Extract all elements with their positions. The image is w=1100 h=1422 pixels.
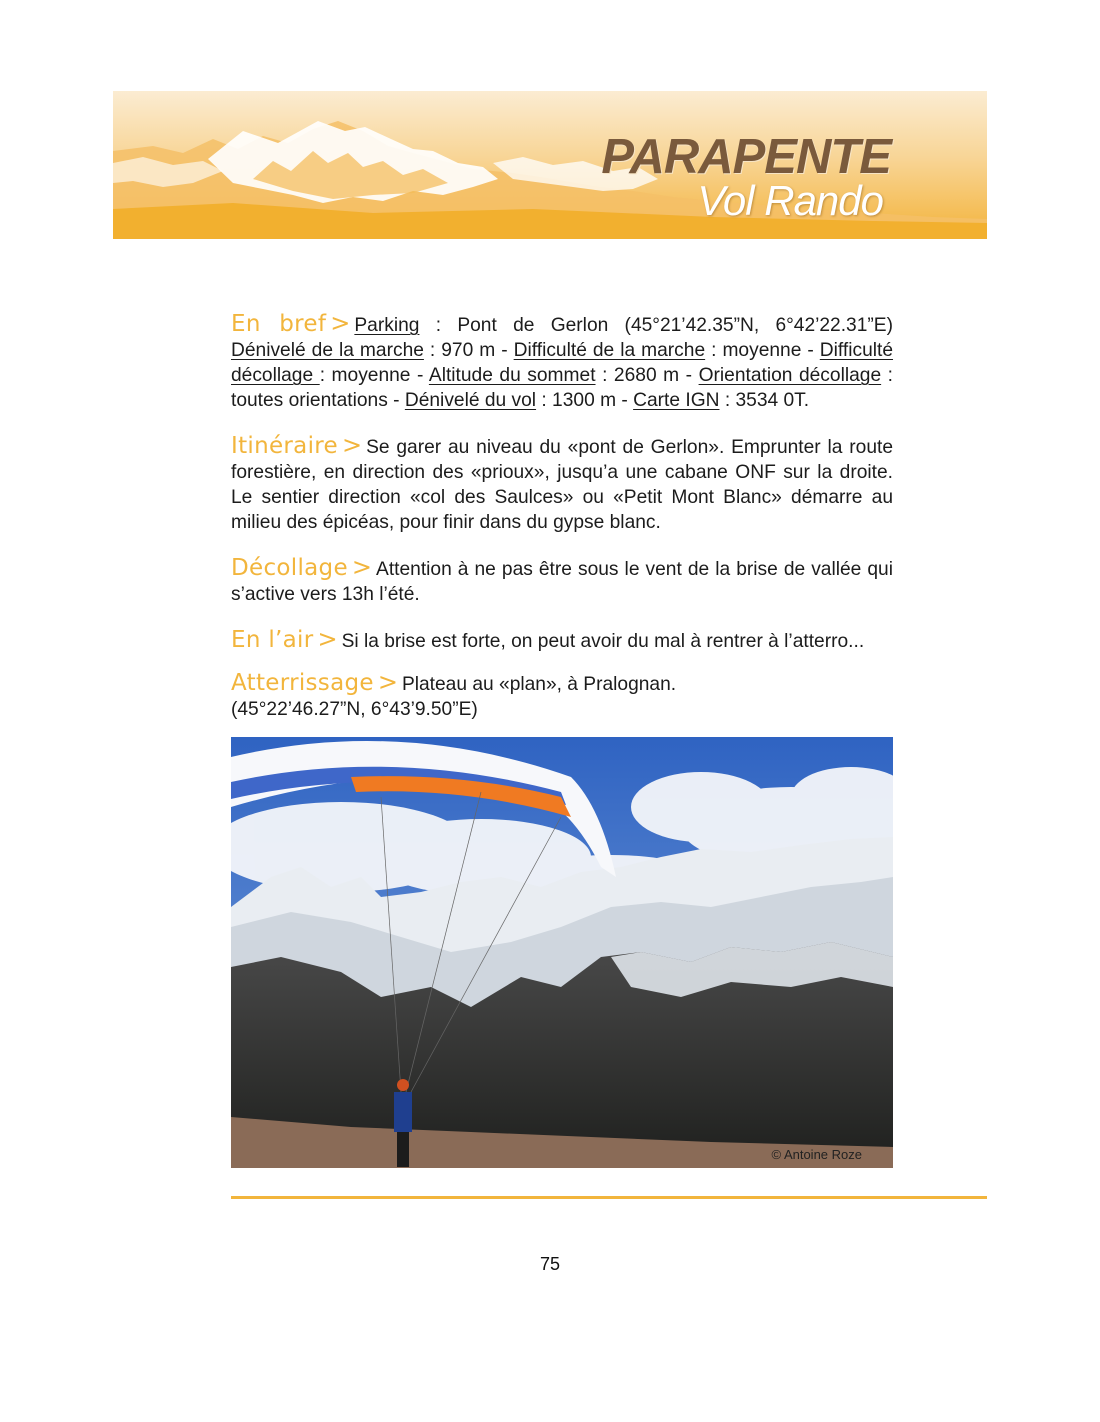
section-text: Se garer au niveau du «pont de Gerlon». Emprunter la route forestière, en direction des «prioux», jusqu’a une cabane ONF sur la droite. Le sentier direction «col des Saulces» ou «Petit Mont Blanc» démarre au milieu des épicéas, pour finir dans du gypse blanc. — [231, 437, 893, 533]
photo-credit: © Antoine Roze — [771, 1147, 862, 1162]
paraglider-photo — [231, 737, 893, 1168]
section-atterrissage — [231, 670, 893, 722]
article-body — [231, 311, 893, 722]
altitude-label: Altitude du sommet — [428, 365, 596, 386]
section-heading: Atterrissage — [231, 670, 374, 696]
section-en-l-air — [231, 627, 893, 654]
denivele-vol-label: Dénivelé du vol — [404, 390, 537, 411]
chevron-right-icon: > — [341, 431, 363, 459]
banner-subtitle: Vol Rando — [697, 177, 883, 224]
parking-value: : Pont de Gerlon (45°21’42.35”N, 6°42’22.31”E) — [419, 315, 893, 336]
chevron-right-icon: > — [330, 309, 351, 337]
difficulte-marche-label: Difficulté de la marche — [513, 340, 706, 361]
page-number: 75 — [539, 1254, 561, 1274]
mountain-photo-illustration — [231, 737, 893, 1168]
section-heading: En l’air — [231, 627, 314, 653]
header-banner — [113, 91, 987, 239]
section-en-bref — [231, 311, 893, 413]
carte-value: : 3534 0T. — [719, 390, 810, 411]
section-text: Attention à ne pas être sous le vent de la brise de vallée qui s’active vers 13h l’été. — [231, 559, 893, 605]
orientation-label: Orientation décollage — [698, 365, 882, 386]
difficulte-decollage-value: : moyenne - — [319, 365, 429, 386]
section-heading: En bref — [231, 311, 327, 337]
carte-label: Carte IGN — [633, 390, 720, 411]
denivele-marche-value: : 970 m - — [423, 340, 514, 361]
chevron-right-icon: > — [377, 668, 398, 696]
chevron-right-icon: > — [351, 553, 373, 581]
section-itineraire — [231, 433, 893, 535]
parking-label: Parking — [354, 315, 420, 336]
section-text: Si la brise est forte, on peut avoir du mal à rentrer à l’atterro... — [341, 631, 865, 652]
denivele-marche-label: Dénivelé de la marche — [231, 340, 424, 361]
landing-coordinates: (45°22’46.27”N, 6°43’9.50”E) — [231, 699, 478, 720]
section-text: Plateau au «plan», à Pralognan. — [401, 674, 677, 695]
difficulte-decollage-label: Difficulté décollage — [231, 340, 894, 386]
section-decollage — [231, 555, 893, 607]
denivele-vol-value: : 1300 m - — [536, 390, 634, 411]
orientation-value: : toutes orientations - — [231, 365, 893, 411]
section-heading: Décollage — [231, 555, 348, 581]
difficulte-marche-value: : moyenne - — [705, 340, 820, 361]
chevron-right-icon: > — [317, 625, 338, 653]
footer-divider — [231, 1196, 987, 1199]
altitude-value: : 2680 m - — [595, 365, 699, 386]
section-heading: Itinéraire — [231, 433, 338, 459]
banner-title: PARAPENTE — [601, 130, 891, 184]
